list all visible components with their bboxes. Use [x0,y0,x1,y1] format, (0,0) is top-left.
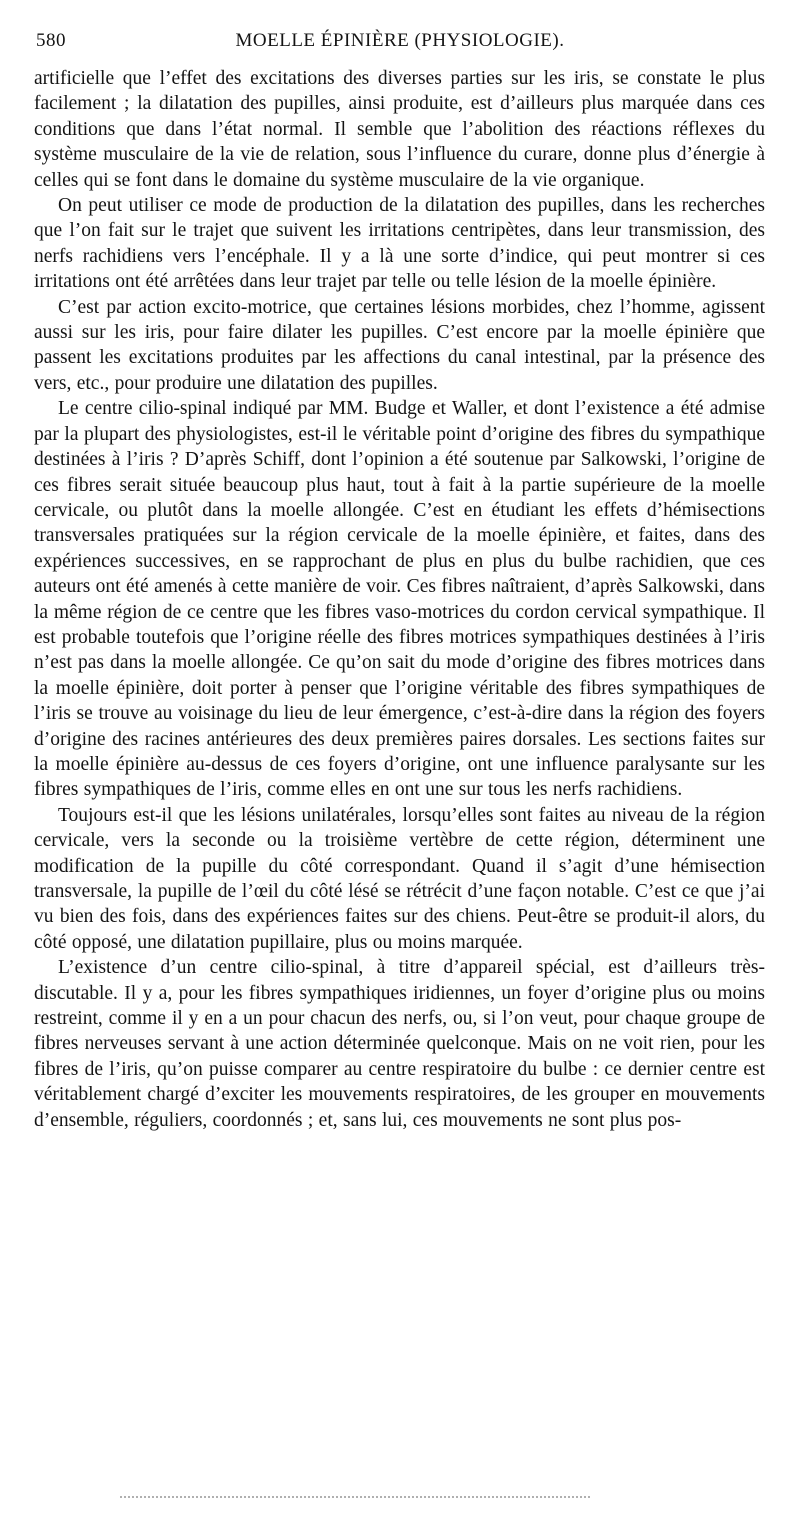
page-header [36,30,764,60]
running-title: MOELLE ÉPINIÈRE (PHYSIOLOGIE). [235,30,565,51]
paragraph-1: artificielle que l’effet des excitations des diverses parties sur les iris, se constate le plus facilement ; la dilatation des pupilles, ainsi produite, est d’ailleurs plus marquée dans ces conditions que dans l’état normal. Il semble que l’abolition des réactions réflexes du système musculaire de la vie de relation, sous l’influence du curare, donne plus d’énergie à celles qui se font dans le domaine du système musculaire de la vie organique. [34,68,765,191]
footer-rule [120,1496,590,1498]
paragraph-2: On peut utiliser ce mode de production de la dilatation des pupilles, dans les recherches que l’on fait sur le trajet que suivent les irritations centripètes, dans leur transmission, des nerfs rachidiens vers l’encéphale. Il y a là une sorte d’indice, qui peut montrer si ces irritations ont été arrêtées dans leur trajet par telle ou telle lésion de la moelle épinière. [34,195,765,293]
paragraph-3: C’est par action excito-motrice, que certaines lésions morbides, chez l’homme, agissent aussi sur les iris, pour faire dilater les pupilles. C’est encore par la moelle épinière que passent les excitations produites par les affections du canal intestinal, par la présence des vers, etc., pour produire une dilatation des pupilles. [34,296,765,394]
paragraph-6: L’existence d’un centre cilio-spinal, à titre d’appareil spécial, est d’ailleurs très-discutable. Il y a, pour les fibres sympathiques iridiennes, un foyer d’origine plus ou moins restreint, comme il y en a un pour chacun des nerfs, ou, si l’on veut, pour chaque groupe de fibres nerveuses servant à une action déterminée quelconque. Mais on ne voit rien, pour les fibres de l’iris, qu’on puisse comparer au centre respiratoire du bulbe : ce dernier centre est véritablement chargé d’exciter les mouvements respiratoires, de les grouper en mouvements d’ensemble, réguliers, coordonnés ; et, sans lui, ces mouvements ne sont plus pos- [34,957,765,1131]
page-number: 580 [36,30,66,51]
paragraph-4: Le centre cilio-spinal indiqué par MM. Budge et Waller, et dont l’existence a été admise par la plupart des physiologistes, est-il le véritable point d’origine des fibres du sympathique destinées à l’iris ? D’après Schiff, dont l’opinion a été soutenue par Salkowski, l’origine de ces fibres serait située beaucoup plus haut, tout à fait à la partie supérieure de la moelle cervicale, ou plutôt dans la moelle allongée. C’est en étudiant les effets d’hémisections transversales pratiquées sur la région cervicale de la moelle épinière, et faites, dans des expériences successives, en se rapprochant de plus en plus du bulbe rachidien, que ces auteurs ont été amenés à cette manière de voir. Ces fibres naîtraient, d’après Salkowski, dans la même région de ce centre que les fibres vaso-motrices du cordon cervical sympathique. Il est probable toutefois que l’origine réelle des fibres motrices sympathiques destinées à l’iris n’est pas dans la moelle allongée. Ce qu’on sait du mode d’origine des fibres motrices dans la moelle épinière, doit porter à penser que l’origine véritable des fibres sympathiques de l’iris se trouve au voisinage du lieu de leur émergence, c’est-à-dire dans la région des foyers d’origine des racines antérieures des deux premières paires dorsales. Les sections faites sur la moelle épinière au-dessus de ces foyers d’origine, ont une influence paralysante sur les fibres sympathiques de l’iris, comme elles en ont une sur tous les nerfs rachidiens. [34,398,765,801]
paragraph-5: Toujours est-il que les lésions unilatérales, lorsqu’elles sont faites au niveau de la région cervicale, vers la seconde ou la troisième vertèbre de cette région, déterminent une modification de la pupille du côté correspondant. Quand il s’agit d’une hémisection transversale, la pupille de l’œil du côté lésé se rétrécit d’une façon notable. C’est ce que j’ai vu bien des fois, dans des expériences faites sur des chiens. Peut-être se produit-il alors, du côté opposé, une dilatation pupillaire, plus ou moins marquée. [34,804,765,953]
body-text [34,66,765,1133]
